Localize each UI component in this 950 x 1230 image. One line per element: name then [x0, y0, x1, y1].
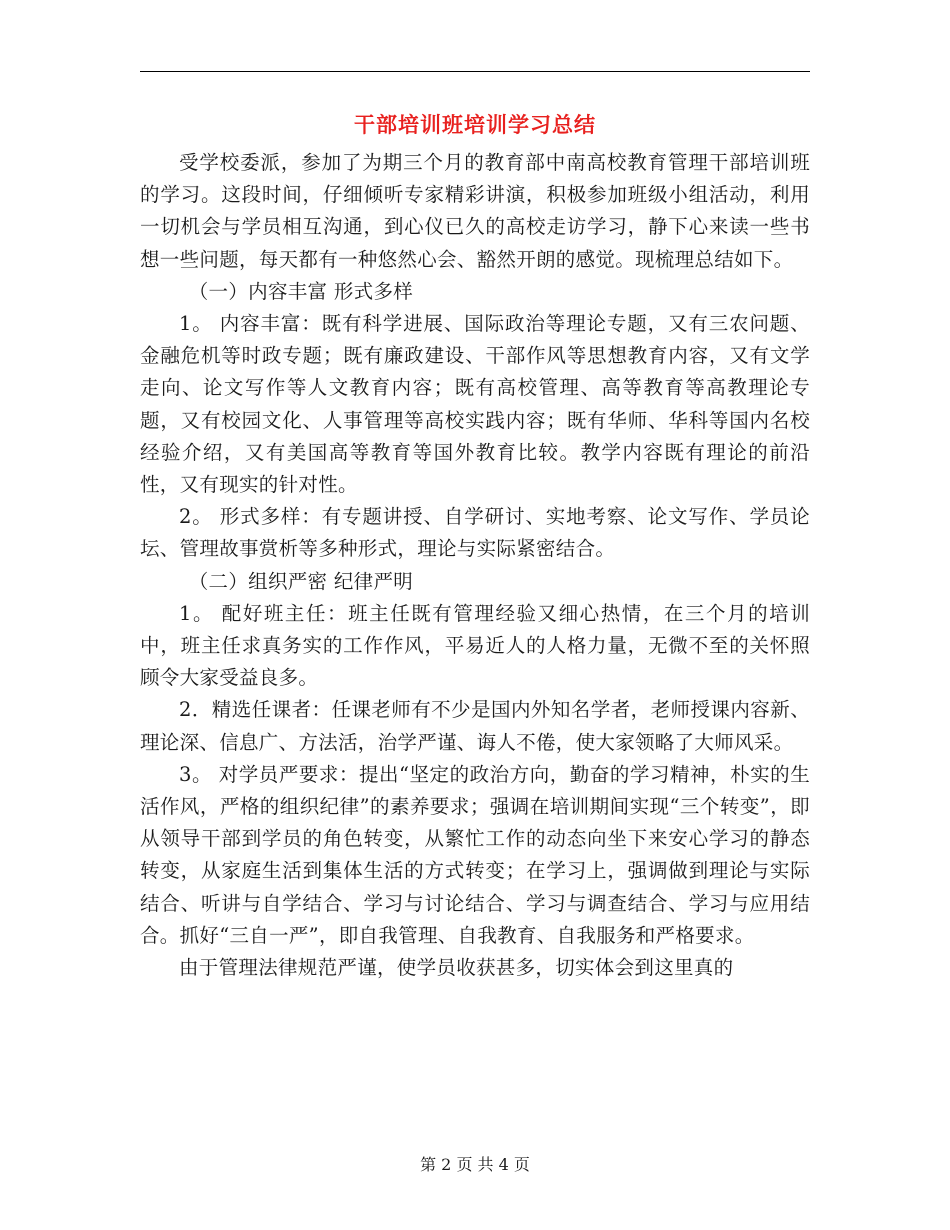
paragraph-requirements: 3。 对学员严要求：提出“坚定的政治方向，勤奋的学习精神，朴实的生活作风，严格的组织纪律”的素养要求；强调在培训期间实现“三个转变”，即从领导干部到学员的角色转变，从繁忙工作的动态向坐下来安心学习的静态转变，从家庭生活到集体生活的方式转变；在学习上，强调做到理论与实际结合、听讲与自学结合、学习与讨论结合、学习与调查结合、学习与应用结合。抓好“三自一严”，即自我管理、自我教育、自我服务和严格要求。	[140, 762, 810, 947]
page-number-footer: 第 2 页 共 4 页	[420, 1155, 530, 1174]
paragraph-lecturers: 2．精选任课者：任课老师有不少是国内外知名学者，老师授课内容新、理论深、信息广、方法活，治学严谨、诲人不倦，使大家领略了大师风采。	[140, 698, 810, 754]
paragraph-intro: 受学校委派，参加了为期三个月的教育部中南高校教育管理干部培训班的学习。这段时间，仔细倾听专家精彩讲演，积极参加班级小组活动，利用一切机会与学员相互沟通，到心仪已久的高校走访学习，静下心来读一些书想一些问题，每天都有一种悠然心会、豁然开朗的感觉。现梳理总结如下。	[140, 151, 810, 271]
section-heading-2: （二）组织严密 纪律严明	[188, 569, 414, 593]
document-title: 干部培训班培训学习总结	[354, 112, 596, 137]
paragraph-head-teacher: 1。 配好班主任：班主任既有管理经验又细心热情，在三个月的培训中，班主任求真务实的工作作风，平易近人的人格力量，无微不至的关怀照顾令大家受益良多。	[140, 601, 810, 690]
section-heading-1: （一）内容丰富 形式多样	[188, 279, 414, 303]
header-rule	[140, 71, 810, 72]
document-body	[140, 147, 810, 984]
paragraph-form-diverse: 2。 形式多样：有专题讲授、自学研讨、实地考察、论文写作、学员论坛、管理故事赏析等多种形式，理论与实际紧密结合。	[140, 505, 810, 561]
paragraph-closing: 由于管理法律规范严谨，使学员收获甚多，切实体会到这里真的	[179, 956, 734, 980]
paragraph-content-rich: 1。 内容丰富：既有科学进展、国际政治等理论专题，又有三农问题、金融危机等时政专题；既有廉政建设、干部作风等思想教育内容，又有文学走向、论文写作等人文教育内容；既有高校管理、高等教育等高教理论专题，又有校园文化、人事管理等高校实践内容；既有华师、华科等国内名校经验介绍，又有美国高等教育等国外教育比较。教学内容既有理论的前沿性，又有现实的针对性。	[140, 312, 810, 497]
